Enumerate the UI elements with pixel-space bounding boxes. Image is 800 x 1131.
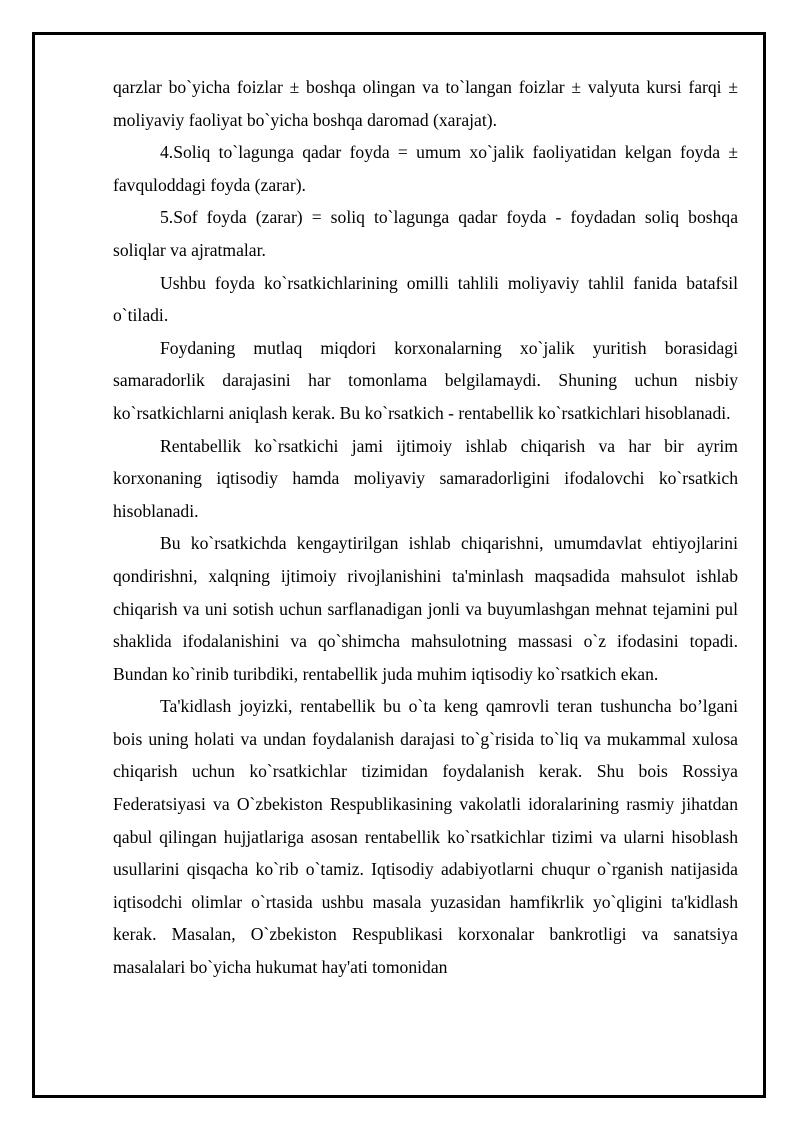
paragraph-profitability-definition: Rentabellik ko`rsatkichi jami ijtimoiy ishlab chiqarish va har bir ayrim korxonaning iqtisodiy hamda moliyaviy samaradorligini ifodalovchi ko`rsatkich hisoblanadi. <box>113 435 738 521</box>
paragraph-continuation: qarzlar bo`yicha foizlar ± boshqa olingan va to`langan foizlar ± valyuta kursi farqi ± moliyaviy faoliyat bo`yicha boshqa daromad (xarajat). <box>113 77 738 130</box>
paragraph-analysis-note: Ushbu foyda ko`rsatkichlarining omilli tahlili moliyaviy tahlil fanida batafsil o`tiladi. <box>113 272 738 326</box>
paragraph-formula-5: 5.Sof foyda (zarar) = soliq to`lagunga qadar foyda - foydadan soliq boshqa soliqlar va ajratmalar. <box>113 207 738 260</box>
paragraph-indicator-system: Ta'kidlash joyizki, rentabellik bu o`ta keng qamrovli teran tushuncha bo’lgani bois uning holati va undan foydalanish darajasi to`g`risida to`liq va mukammal xulosa chiqarish uchun ko`rsatkichlar tizimidan foydalanish kerak. Shu bois Rossiya Federatsiyasi va O`zbekiston Respublikasining vakolatli idoralarining rasmiy jihatdan qabul qilingan hujjatlariga asosan rentabellik ko`rsatkichlar tizimi va ularni hisoblash usullarini qisqacha ko`rib o`tamiz. Iqtisodiy adabiyotlarni chuqur o`rganish natijasida iqtisodchi olimlar o`rtasida ushbu masala yuzasidan hamfikrlik yo`qligini ta'kidlash kerak. Masalan, O`zbekiston Respublikasi korxonalar bankrotligi va sanatsiya masalalari bo`yicha hukumat hay'ati tomonidan <box>113 696 738 978</box>
paragraph-formula-4: 4.Soliq to`lagunga qadar foyda = umum xo`jalik faoliyatidan kelgan foyda ± favquloddagi foyda (zarar). <box>113 142 738 195</box>
document-body <box>113 71 738 984</box>
paragraph-profitability-expression: Bu ko`rsatkichda kengaytirilgan ishlab chiqarishni, umumdavlat ehtiyojlarini qondirishni, xalqning ijtimoiy rivojlanishini ta'minlash maqsadida mahsulot ishlab chiqarish va uni sotish uchun sarflanadigan jonli va buyumlashgan mehnat tejamini pul shaklida ifodalanishini va qo`shimcha mahsulotning massasi o`z ifodasini topadi. Bundan ko`rinib turibdiki, rentabellik juda muhim iqtisodiy ko`rsatkich ekan. <box>113 533 738 684</box>
paragraph-absolute-profit: Foydaning mutlaq miqdori korxonalarning xo`jalik yuritish borasidagi samaradorlik darajasini har tomonlama belgilamaydi. Shuning uchun nisbiy ko`rsatkichlarni aniqlash kerak. Bu ko`rsatkich - rentabellik ko`rsatkichlari hisoblanadi. <box>113 337 738 423</box>
